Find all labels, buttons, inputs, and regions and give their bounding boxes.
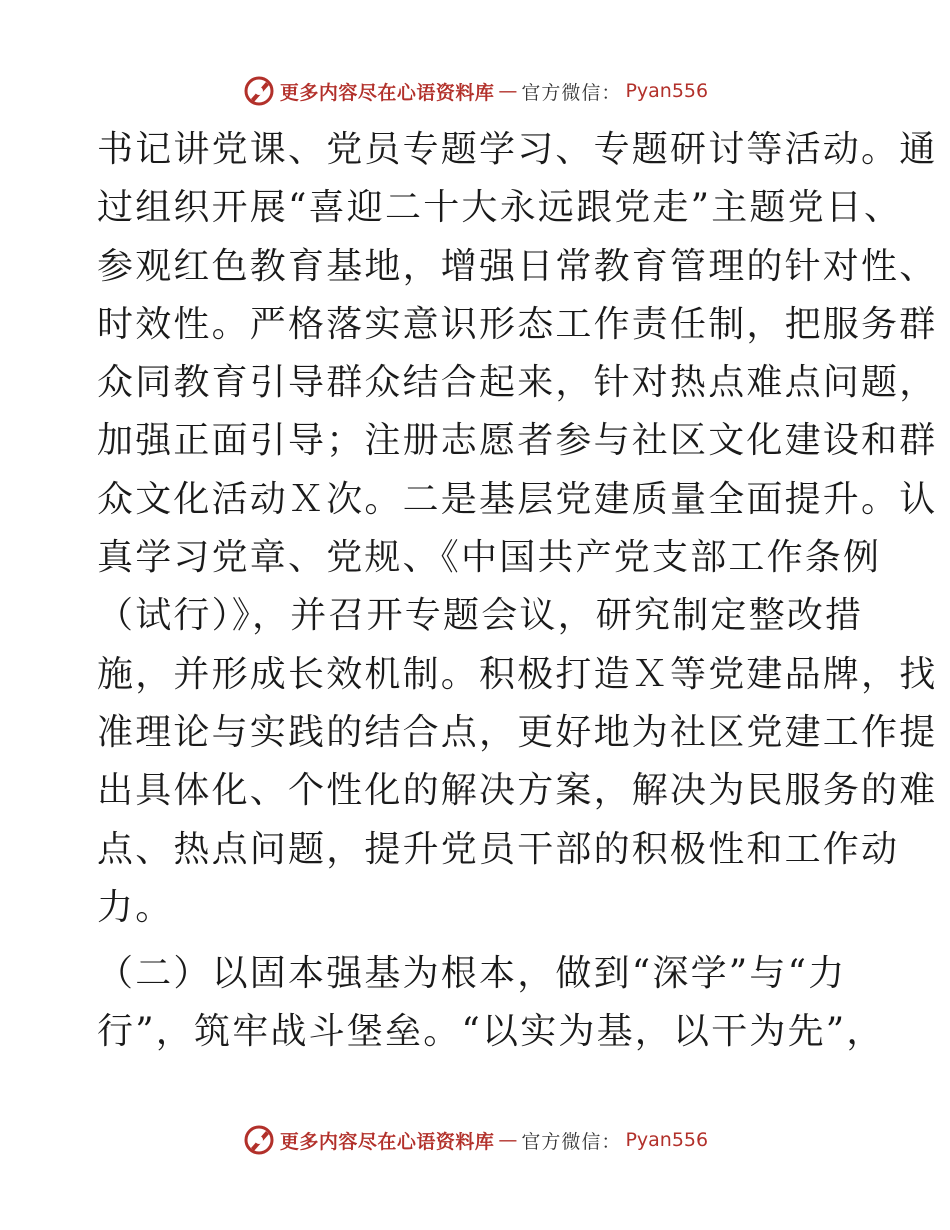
header-watermark [0, 73, 950, 109]
text-line: 点、热点问题，提升党员干部的积极性和工作动 [97, 828, 900, 870]
text-line: 真学习党章、党规、《中国共产党支部工作条例 [97, 537, 882, 579]
text-line: 施，并形成长效机制。积极打造Ｘ等党建品牌，找 [97, 653, 938, 695]
watermark-dash: — [498, 80, 518, 102]
watermark-id: Pyan556 [625, 1129, 709, 1151]
watermark-id: Pyan556 [625, 80, 709, 102]
section-heading-line: （二）以固本强基为根本，做到“深学”与“力 [97, 953, 847, 995]
text-line: 众文化活动Ｘ次。二是基层党建质量全面提升。认 [97, 478, 938, 520]
text-line: 加强正面引导；注册志愿者参与社区文化建设和群 [97, 420, 938, 462]
watermark-brand: 更多内容尽在心语资料库 [279, 1130, 495, 1153]
pen-logo-icon [242, 1123, 276, 1157]
footer-watermark [0, 1122, 950, 1158]
document-body [97, 121, 938, 1062]
watermark-dash: — [498, 1129, 518, 1151]
text-line: 书记讲党课、党员专题学习、专题研讨等活动。通 [97, 129, 938, 170]
text-line: 过组织开展“喜迎二十大永远跟党走”主题党日、 [97, 187, 903, 229]
watermark-official: 官方微信： [521, 81, 622, 104]
watermark-brand: 更多内容尽在心语资料库 [279, 81, 495, 104]
watermark-official: 官方微信： [521, 1130, 622, 1153]
text-line: 参观红色教育基地，增强日常教育管理的针对性、 [97, 245, 938, 287]
text-line: （试行）》，并召开专题会议，研究制定整改措 [97, 595, 864, 637]
text-line: 准理论与实践的结合点，更好地为社区党建工作提 [97, 711, 938, 753]
text-line: 出具体化、个性化的解决方案，解决为民服务的难 [97, 770, 938, 812]
text-line: 时效性。严格落实意识形态工作责任制，把服务群 [97, 303, 938, 345]
text-line: 行”，筑牢战斗堡垒。“以实为基，以干为先”， [97, 1011, 885, 1053]
pen-logo-icon [242, 74, 276, 108]
text-line: 力。 [97, 886, 174, 928]
text-line: 众同教育引导群众结合起来，针对热点难点问题， [97, 362, 938, 404]
